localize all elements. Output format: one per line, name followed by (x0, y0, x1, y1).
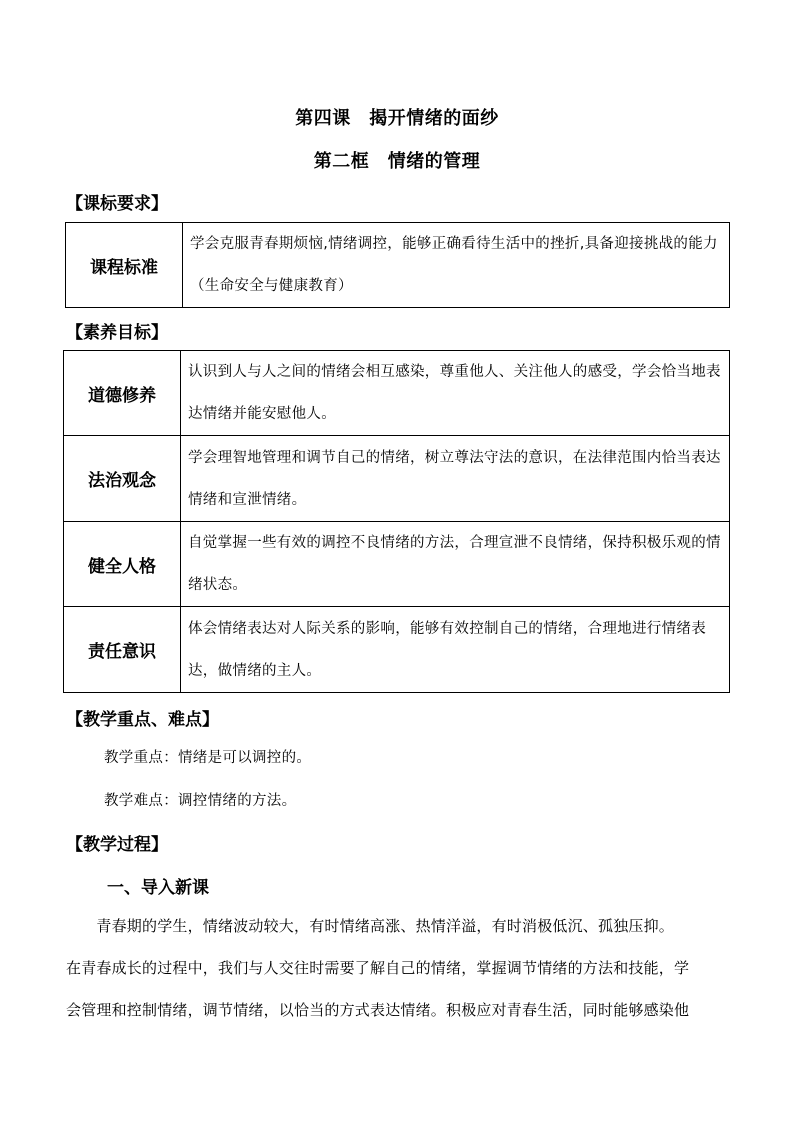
table-row (66, 223, 730, 308)
table-row (64, 351, 730, 436)
paragraph-line: 在青春成长的过程中，我们与人交往时需要了解自己的情绪，掌握调节情绪的方法和技能，学 (66, 959, 690, 977)
curriculum-table (65, 222, 730, 308)
curriculum-label: 课程标准 (66, 223, 183, 308)
section-title: 第二框 情绪的管理 (313, 151, 481, 172)
difficult-point: 教学难点：调控情绪的方法。 (104, 793, 297, 809)
intro-paragraph (66, 905, 730, 1031)
literacy-heading: 【素养目标】 (66, 323, 168, 343)
lesson-title: 第四课 揭开情绪的面纱 (295, 108, 499, 129)
process-heading: 【教学过程】 (66, 835, 168, 855)
curriculum-text: 学会克服青春期烦恼,情绪调控，能够正确看待生活中的挫折,具备迎接挑战的能力（生命安全与健康教育） (183, 223, 730, 308)
literacy-label: 法治观念 (64, 436, 181, 522)
step-one-title: 一、导入新课 (107, 878, 209, 898)
literacy-text: 学会理智地管理和调节自己的情绪，树立尊法守法的意识，在法律范围内恰当表达情绪和宣泄情绪。 (181, 436, 730, 522)
literacy-text: 体会情绪表达对人际关系的影响，能够有效控制自己的情绪，合理地进行情绪表达，做情绪的主人。 (181, 607, 730, 693)
paragraph-line: 会管理和控制情绪，调节情绪，以恰当的方式表达情绪。积极应对青春生活，同时能够感染他 (66, 1001, 690, 1019)
literacy-label: 健全人格 (64, 522, 181, 607)
table-row (64, 436, 730, 522)
table-row (64, 607, 730, 693)
literacy-table (63, 350, 730, 693)
key-point: 教学重点：情绪是可以调控的。 (104, 750, 312, 766)
key-points-heading: 【教学重点、难点】 (66, 710, 219, 730)
literacy-label: 道德修养 (64, 351, 181, 436)
literacy-text: 认识到人与人之间的情绪会相互感染，尊重他人、关注他人的感受，学会恰当地表达情绪并能安慰他人。 (181, 351, 730, 436)
table-row (64, 522, 730, 607)
curriculum-heading: 【课标要求】 (66, 194, 168, 214)
literacy-label: 责任意识 (64, 607, 181, 693)
paragraph-line: 青春期的学生，情绪波动较大，有时情绪高涨、热情洋溢，有时消极低沉、孤独压抑。 (66, 917, 675, 935)
literacy-text: 自觉掌握一些有效的调控不良情绪的方法，合理宣泄不良情绪，保持积极乐观的情绪状态。 (181, 522, 730, 607)
